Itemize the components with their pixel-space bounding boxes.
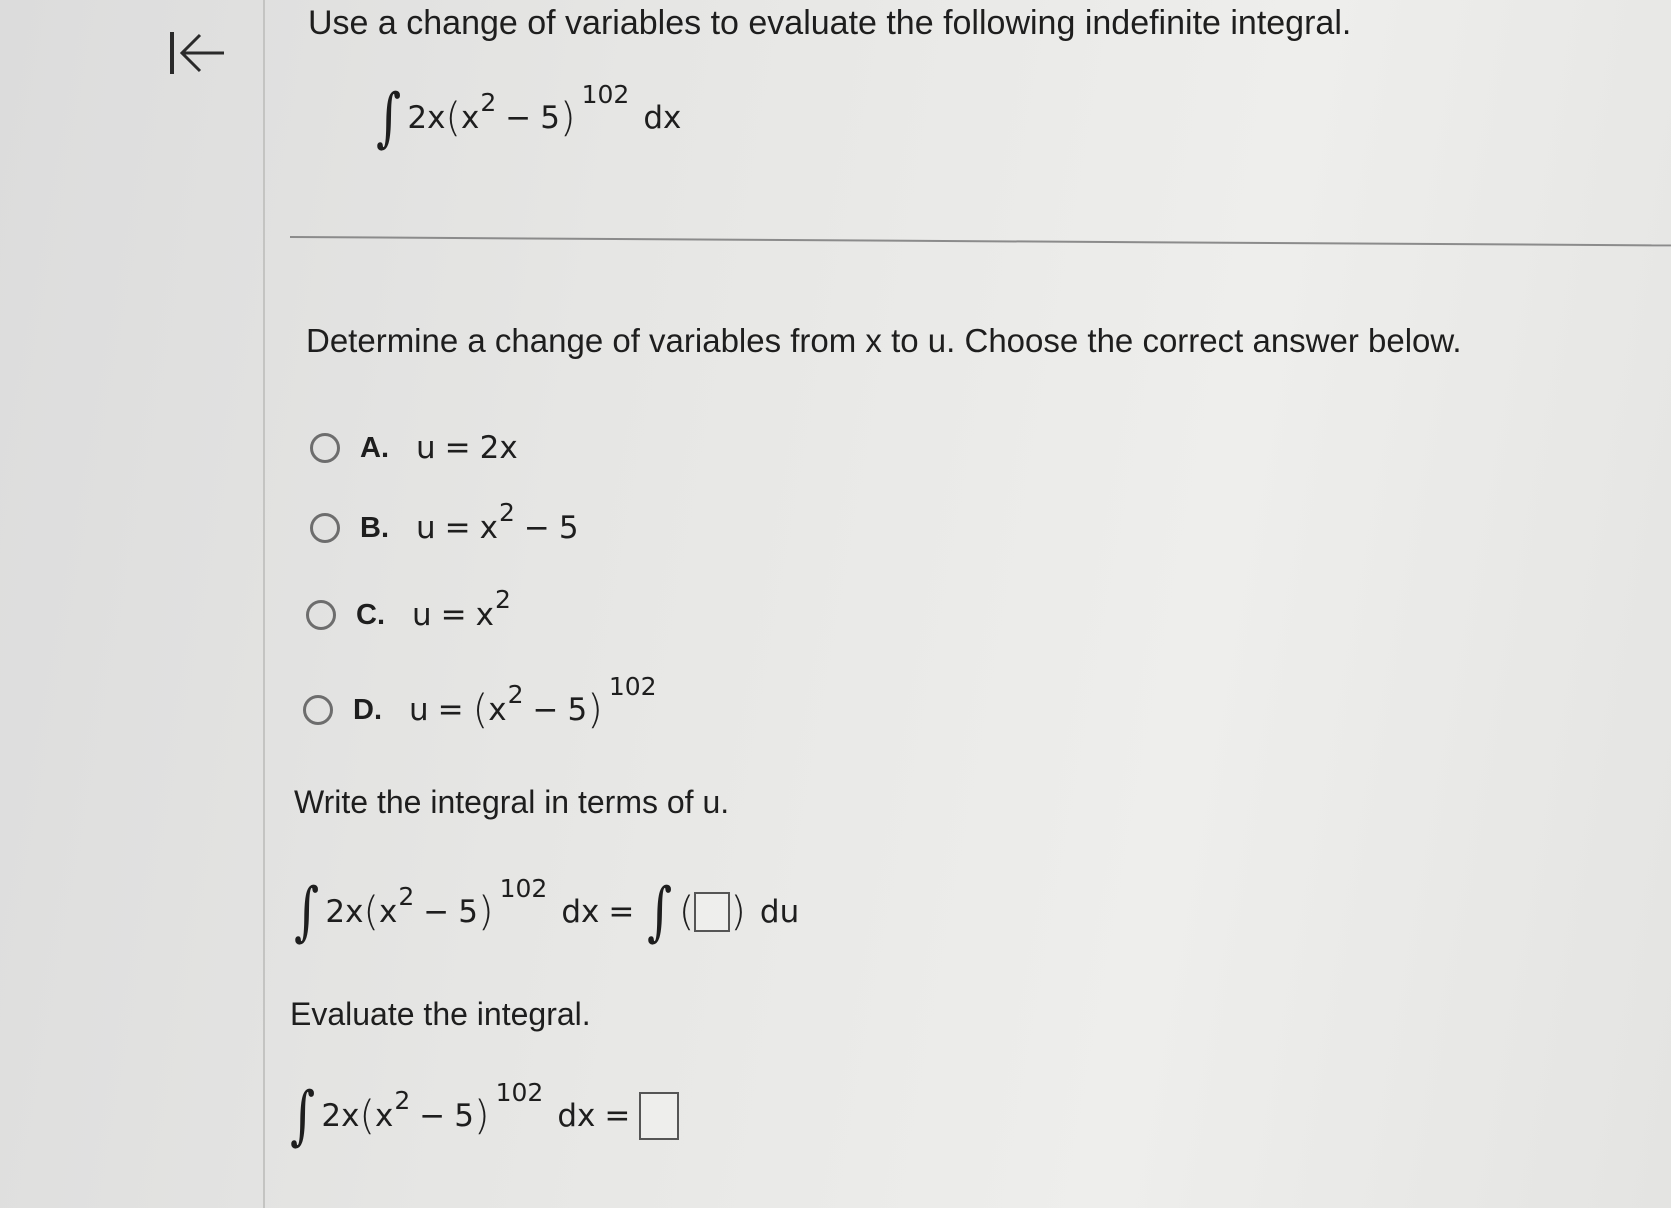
option-d-letter: D. — [353, 693, 382, 726]
option-a-letter: A. — [360, 431, 389, 464]
question-title: Use a change of variables to evaluate the following indefinite integral. — [308, 4, 1352, 42]
option-d-lhs: u — [409, 692, 429, 728]
main-integral — [372, 79, 682, 155]
integral-minus: − — [505, 100, 532, 136]
part2-base: x — [379, 894, 398, 930]
part2-right-paren: ) — [478, 889, 494, 935]
option-a-radio[interactable] — [310, 433, 340, 463]
option-c-eq: = — [440, 597, 467, 633]
integral-base: x — [461, 100, 480, 136]
part3-base-exponent: 2 — [394, 1085, 411, 1115]
part3-dx: dx — [557, 1098, 596, 1134]
part2-prompt: Write the integral in terms of u. — [294, 784, 730, 820]
option-b[interactable] — [310, 497, 579, 546]
option-d-left-paren: ( — [472, 687, 489, 733]
back-to-start-icon[interactable] — [168, 24, 240, 84]
section-divider — [290, 236, 1671, 246]
part3-constant: 5 — [454, 1098, 475, 1134]
part2-rhs-right-paren: ) — [730, 889, 746, 935]
option-c-exponent: 2 — [495, 584, 511, 614]
part2-du: du — [759, 894, 800, 930]
integral-base-exponent: 2 — [480, 87, 497, 117]
part2-outer-exponent: 102 — [499, 873, 548, 903]
option-d-base: x — [488, 692, 507, 728]
right-paren: ) — [560, 95, 576, 141]
option-a[interactable] — [310, 430, 518, 466]
option-d-radio[interactable] — [303, 695, 333, 725]
option-c-lhs: u — [412, 597, 432, 633]
option-a-expr: 2x — [479, 430, 518, 466]
final-answer-box[interactable] — [639, 1092, 679, 1140]
integral-coefficient: 2x — [407, 100, 446, 136]
option-c-letter: C. — [356, 598, 385, 631]
left-panel — [0, 0, 265, 1208]
part2-constant: 5 — [458, 894, 479, 930]
option-d[interactable] — [303, 671, 657, 733]
option-d-exponent: 2 — [507, 679, 524, 709]
integrand-answer-box[interactable] — [694, 892, 730, 932]
integral-dx: dx — [643, 100, 682, 136]
option-d-minus: − — [532, 692, 559, 728]
part3-prompt: Evaluate the integral. — [290, 996, 591, 1032]
option-b-radio[interactable] — [310, 513, 340, 543]
integral-constant: 5 — [540, 100, 561, 136]
option-c[interactable] — [306, 584, 511, 633]
option-d-math — [409, 671, 657, 733]
option-d-eq: = — [437, 692, 464, 728]
option-a-eq: = — [444, 430, 471, 466]
option-b-exponent: 2 — [499, 497, 515, 527]
part2-left-paren: ( — [363, 889, 380, 935]
option-d-outer-exponent: 102 — [608, 671, 657, 701]
option-b-lhs: u — [416, 510, 436, 546]
part3-minus: − — [419, 1098, 446, 1134]
part2-equation — [290, 873, 800, 949]
option-a-math — [416, 430, 518, 466]
part3-equation — [286, 1077, 679, 1153]
option-c-base: x — [475, 597, 494, 633]
part3-integral-sign-icon: ∫ — [290, 1079, 316, 1153]
part3-outer-exponent: 102 — [495, 1077, 544, 1107]
option-c-math — [412, 584, 511, 633]
option-d-constant: 5 — [567, 692, 588, 728]
option-d-right-paren: ) — [587, 687, 603, 733]
left-paren: ( — [445, 95, 462, 141]
part2-coefficient: 2x — [325, 894, 364, 930]
option-b-math — [416, 497, 579, 546]
part2-equals: = — [608, 894, 635, 930]
part3-equals: = — [604, 1098, 631, 1134]
part2-integral-sign-icon: ∫ — [294, 875, 320, 949]
part2-rhs-left-paren: ( — [678, 889, 695, 935]
part2-dx: dx — [561, 894, 600, 930]
integral-sign-icon: ∫ — [376, 81, 402, 155]
part3-right-paren: ) — [474, 1093, 490, 1139]
part3-base: x — [375, 1098, 394, 1134]
option-b-base: x — [479, 510, 498, 546]
option-b-letter: B. — [360, 511, 389, 544]
option-b-eq: = — [444, 510, 471, 546]
option-c-radio[interactable] — [306, 600, 336, 630]
part2-minus: − — [423, 894, 450, 930]
part1-prompt: Determine a change of variables from x to u. Choose the correct answer below. — [306, 322, 1462, 359]
integral-outer-exponent: 102 — [581, 79, 630, 109]
part2-base-exponent: 2 — [398, 881, 415, 911]
option-a-lhs: u — [416, 430, 436, 466]
option-b-constant: 5 — [558, 510, 579, 546]
part3-left-paren: ( — [359, 1093, 376, 1139]
part3-coefficient: 2x — [321, 1098, 360, 1134]
option-b-minus: − — [523, 510, 550, 546]
part2-rhs-integral-sign-icon: ∫ — [647, 875, 673, 949]
